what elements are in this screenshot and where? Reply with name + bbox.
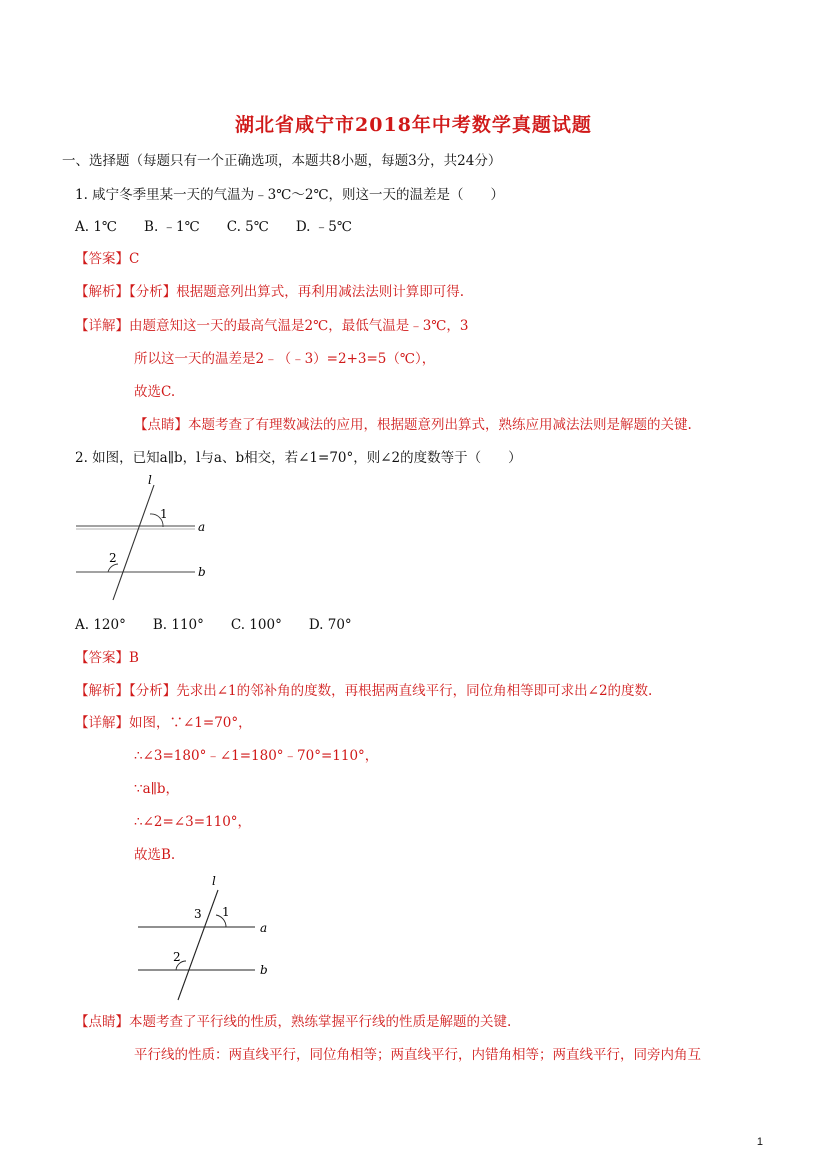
page-title: 湖北省咸宁市2018年中考数学真题试题	[235, 114, 592, 136]
q1-analysis: 【解析】【分析】根据题意列出算式，再利用减法法则计算即可得.	[75, 284, 465, 300]
q1-detail-3: 故选C.	[134, 384, 176, 400]
q1-comment: 【点睛】本题考查了有理数减法的应用，根据题意列出算式，熟练应用减法法则是解题的关键.	[134, 417, 692, 433]
fig2-label-angle1: 1	[222, 905, 230, 919]
fig1-label-a: a	[198, 520, 206, 534]
q2-detail-4: ∴∠2=∠3=110°，	[134, 814, 252, 830]
fig2-label-b: b	[260, 963, 268, 977]
q1-stem: 1. 咸宁冬季里某一天的气温为﹣3℃～2℃，则这一天的温差是（ ）	[75, 187, 505, 203]
q2-comment-1: 【点睛】本题考查了平行线的性质，熟练掌握平行线的性质是解题的关键.	[75, 1014, 512, 1030]
q1-detail-1: 【详解】由题意知这一天的最高气温是2℃，最低气温是﹣3℃，3	[75, 318, 469, 334]
q2-answer: 【答案】B	[75, 650, 139, 666]
q2-options: A. 120° B. 110° C. 100° D. 70°	[75, 617, 352, 633]
figure-parallel-lines-2	[130, 870, 280, 1005]
q1-options: A. 1℃ B. ﹣1℃ C. 5℃ D. ﹣5℃	[75, 219, 352, 235]
q2-analysis: 【解析】【分析】先求出∠1的邻补角的度数，再根据两直线平行，同位角相等即可求出∠2的度数.	[75, 683, 653, 699]
q2-comment-2: 平行线的性质：两直线平行，同位角相等；两直线平行，内错角相等；两直线平行，同旁内角互	[134, 1047, 701, 1063]
q2-detail-5: 故选B.	[134, 847, 176, 863]
fig2-label-l: l	[212, 874, 216, 888]
section-heading: 一、选择题（每题只有一个正确选项，本题共8小题，每题3分，共24分）	[62, 153, 502, 169]
fig1-label-b: b	[198, 565, 206, 579]
figure-parallel-lines-1	[70, 470, 220, 610]
fig1-label-angle2: 2	[109, 551, 117, 565]
fig2-label-angle3: 3	[194, 907, 202, 921]
q2-stem: 2. 如图，已知a∥b，l与a、b相交，若∠1=70°，则∠2的度数等于（ ）	[75, 450, 522, 466]
page-number: 1	[756, 1136, 763, 1148]
q2-detail-2: ∴∠3=180°﹣∠1=180°﹣70°=110°，	[134, 748, 379, 764]
fig2-label-angle2: 2	[173, 950, 181, 964]
fig1-label-l: l	[148, 473, 152, 487]
fig1-label-angle1: 1	[160, 507, 168, 521]
fig2-label-a: a	[260, 921, 268, 935]
q2-detail-1: 【详解】如图，∵∠1=70°，	[75, 715, 252, 731]
q2-detail-3: ∵a∥b，	[134, 781, 180, 797]
q1-detail-2: 所以这一天的温差是2﹣（﹣3）=2+3=5（℃），	[134, 351, 436, 367]
q1-answer: 【答案】C	[75, 251, 140, 267]
